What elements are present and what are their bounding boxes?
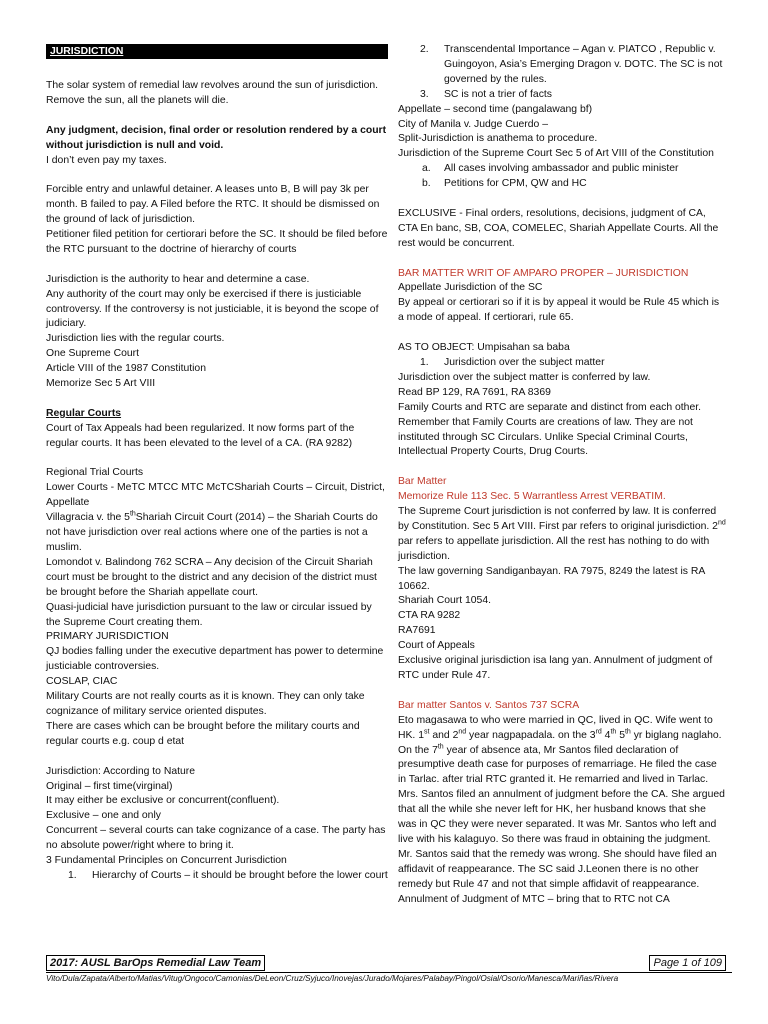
list-letter: b. (422, 178, 431, 190)
list-item: b. Petitions for CPM, QW and HC (398, 177, 726, 192)
footer-bar (46, 955, 732, 973)
bar-matter-heading: Memorize Rule 113 Sec. 5 Warrantless Arrest VERBATIM. (398, 491, 666, 503)
paragraph: By appeal or certiorari so if it is by appeal it would be Rule 45 which is a mode of appeal. If certiorari, rule 65. (398, 297, 720, 324)
page-number: Page 1 of 109 (649, 955, 726, 971)
list-item: a. All cases involving ambassador and public minister (398, 162, 726, 177)
paragraph: Villagracia v. the 5thShariah Circuit Court (2014) – the Shariah Courts do not have jurisdiction over real actions where one of the parties is not a muslim. (46, 510, 378, 554)
paragraph: Any authority of the court may only be exercised if there is justiciable controversy. If the controversy is not justiciable, it is beyond the scope of judiciary. (46, 288, 379, 330)
bar-matter-heading: Bar matter Santos v. Santos 737 SCRA (398, 699, 580, 711)
paragraph: The law governing Sandiganbayan. RA 7975, 8249 the latest is RA 10662. (398, 565, 705, 592)
bold-paragraph: Any judgment, decision, final order or resolution rendered by a court without jurisdiction is null and void. (46, 124, 387, 151)
paragraph: The solar system of remedial law revolves around the sun of jurisdiction. Remove the sun, all the planets will die. (46, 80, 379, 106)
list-letter: a. (422, 163, 431, 175)
paragraph: Court of Appeals (398, 640, 475, 652)
list-item: 1. Jurisdiction over the subject matter (398, 356, 726, 371)
paragraph: 3 Fundamental Principles on Concurrent Jurisdiction (46, 855, 287, 867)
paragraph: COSLAP, CIAC (46, 676, 118, 688)
subheading-regular-courts: Regular Courts (46, 407, 122, 419)
paragraph: Appellate – second time (pangalawang bf) (398, 103, 593, 115)
paragraph: Jurisdiction: According to Nature (46, 765, 196, 777)
paragraph: Lower Courts - MeTC MTCC MTC McTCShariah Courts – Circuit, District, Appellate (46, 482, 385, 509)
paragraph: QJ bodies falling under the executive department has power to determine justiciable controversies. (46, 646, 384, 673)
list-item: 3. SC is not a trier of facts (398, 88, 726, 103)
paragraph: Split-Jurisdiction is anathema to procedure. (398, 133, 598, 145)
paragraph: Forcible entry and unlawful detainer. A leases unto B, B will pay 3k per month. B failed to pay. A Filed before the RTC. It should be dismissed on the ground of lack of jurisdiction. (46, 184, 380, 226)
paragraph: Quasi-judicial have jurisdiction pursuant to the law or circular issued by the Supreme Court creating them. (46, 601, 372, 628)
list-item: 2. Transcendental Importance – Agan v. PIATCO , Republic v. Guingoyon, Asia’s Emerging Dragon v. DOTC. The SC is not governed by the rules. (420, 44, 723, 85)
bar-matter-heading: BAR MATTER WRIT OF AMPARO PROPER – JURISDICTION (398, 267, 689, 279)
paragraph: EXCLUSIVE - Final orders, resolutions, decisions, judgment of CA, CTA En banc, SB, COA, COMELEC, Shariah Appellate Courts. All the rest would be concurrent. (398, 207, 719, 249)
paragraph: Jurisdiction of the Supreme Court Sec 5 of Art VIII of the Constitution (398, 148, 714, 160)
paragraph: Read BP 129, RA 7691, RA 8369 (398, 386, 551, 398)
list-number: 1. (68, 869, 77, 881)
paragraph: Court of Tax Appeals had been regularized. It now forms part of the regular courts. It has been elevated to the level of a CA. (RA 9282) (46, 422, 355, 449)
paragraph: Exclusive original jurisdiction isa lang yan. Annulment of judgment of RTC under Rule 47. (398, 655, 713, 681)
paragraph: The Supreme Court jurisdiction is not conferred by law. It is conferred by Constitution. Sec 5 Art VIII. First par refers to original jurisdiction. 2nd par refers to appellate jurisdiction. All the rest has nothing to do with jurisdiction. (398, 506, 726, 562)
paragraph: It may either be exclusive or concurrent(confluent). (46, 795, 280, 807)
list-number: 3. (420, 88, 429, 100)
paragraph: Lomondot v. Balindong 762 SCRA – Any decision of the Circuit Shariah court must be brought to the district and any decision of the district must be brought before the Shariah appellate court. (46, 556, 377, 598)
paragraph: I don’t even pay my taxes. (46, 154, 167, 166)
paragraph: Family Courts and RTC are separate and distinct from each other. Remember that Family Courts are creations of law. They are not instituted through SC Circulars. Unlike Special Criminal Courts, Intellectual Property Courts, Drug Courts. (398, 401, 702, 458)
paragraph: Memorize Sec 5 Art VIII (46, 378, 156, 390)
paragraph: RA7691 (398, 625, 436, 637)
paragraph: Petitioner filed petition for certiorari before the SC. It should be filed before the RTC pursuant to the doctrine of hierarchy of courts (46, 229, 388, 255)
section-heading: JURISDICTION (46, 44, 388, 59)
paragraph: PRIMARY JURISDICTION (46, 631, 169, 643)
paragraph: CTA RA 9282 (398, 610, 461, 622)
list-number: 1. (420, 356, 429, 368)
paragraph: Appellate Jurisdiction of the SC (398, 282, 543, 294)
paragraph: Exclusive – one and only (46, 810, 161, 822)
paragraph: Jurisdiction over the subject matter is conferred by law. (398, 371, 651, 383)
paragraph: City of Manila v. Judge Cuerdo – (398, 118, 548, 130)
paragraph: AS TO OBJECT: Umpisahan sa baba (398, 342, 570, 354)
paragraph: Military Courts are not really courts as it is known. They can only take cognizance of military service oriented disputes. (46, 691, 365, 717)
right-column (398, 43, 726, 907)
paragraph: One Supreme Court (46, 348, 139, 360)
paragraph: Regional Trial Courts (46, 467, 144, 479)
paragraph: Eto magasawa to who were married in QC, lived in QC. Wife went to HK. 1st and 2nd year nagpapadala. on the 3rd 4th 5th yr biglang naglaho. On the 7th year of absence ata, Mr Santos filed declaration of presumptive death case for purposes of remarriage. He filed the case in Tarlac. after trial RTC granted it. He remarried and lived in Tarlac. Mrs. Santos filed an annulment of judgment before the CA. She argued that all the while she never left for HK, her husband knows that she was in QC they were never separated. It was Mr. Santos who left and live with his kalaguyo. So there was fraud in obtaining the judgment. Mr. Santos said that the remedy was wrong. She should have filed an affidavit of reappearance. The SC said J.Leonen there is no other remedy but Rule 47 and not that simple affidavit of reappearance. (398, 714, 725, 890)
paragraph: Jurisdiction lies with the regular courts. (46, 333, 225, 345)
paragraph: There are cases which can be brought before the military courts and regular courts e.g. coup d etat (46, 720, 360, 747)
paragraph: Concurrent – several courts can take cognizance of a case. The party has no absolute power/right where to bring it. (46, 825, 386, 852)
paragraph: Shariah Court 1054. (398, 595, 491, 607)
bar-matter-heading: Bar Matter (398, 476, 447, 488)
page-footer (46, 955, 732, 985)
footer-team-label: 2017: AUSL BarOps Remedial Law Team (46, 955, 265, 971)
paragraph: Jurisdiction is the authority to hear and determine a case. (46, 273, 310, 285)
paragraph: Original – first time(virginal) (46, 780, 173, 792)
footer-contributors: Vito/Dula/Zapata/Alberto/Matias/Vitug/Ongoco/Camonias/DeLeon/Cruz/Syjuco/Inovejas/Jurado/Mojares/Palabay/Pingol/Osial/Osorio/Manesca/Mariñas/Rivera (46, 974, 619, 983)
paragraph: Article VIII of the 1987 Constitution (46, 363, 206, 375)
list-item: 1. Hierarchy of Courts – it should be brought before the lower court (46, 869, 388, 884)
paragraph: Annulment of Judgment of MTC – bring that to RTC not CA (398, 893, 670, 905)
left-column (46, 44, 388, 884)
list-number: 2. (420, 44, 429, 55)
